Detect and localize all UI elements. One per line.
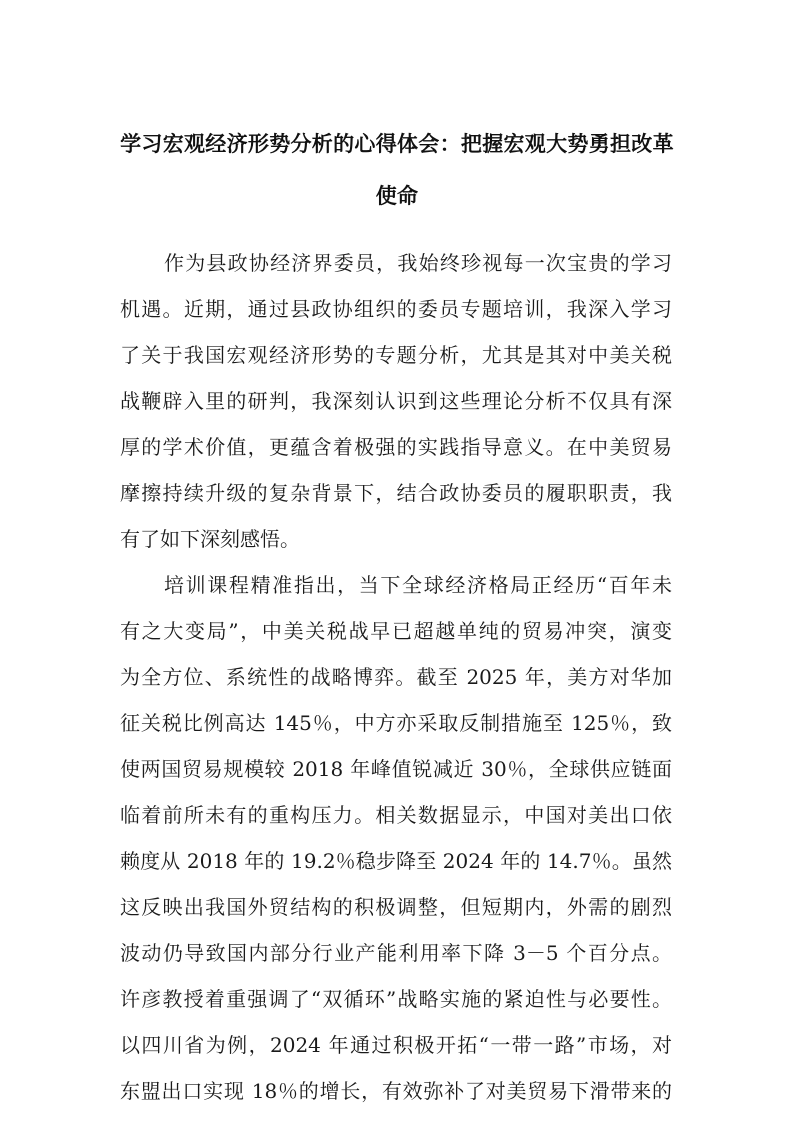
- paragraph-1-line-1: 作为县政协经济界委员，我始终珍视每一次宝贵的学习: [164, 251, 672, 275]
- paragraph-2-line-6: 临着前所未有的重构压力。相关数据显示，中国对美出口依: [120, 803, 672, 827]
- document-title: 学习宏观经济形势分析的心得体会：把握宏观大势勇担改革: [120, 132, 674, 156]
- paragraph-2-line-4: 征关税比例高达 145％，中方亦采取反制措施至 125％，致: [120, 711, 672, 735]
- paragraph-1-line-5: 厚的学术价值，更蕴含着极强的实践指导意义。在中美贸易: [120, 435, 672, 459]
- paragraph-2-line-7: 赖度从 2018 年的 19.2％稳步降至 2024 年的 14.7％。虽然: [120, 849, 672, 873]
- paragraph-1-line-2: 机遇。近期，通过县政协组织的委员专题培训，我深入学习: [120, 297, 672, 321]
- paragraph-2-line-3: 为全方位、系统性的战略博弈。截至 2025 年，美方对华加: [120, 665, 672, 689]
- paragraph-2-line-2: 有之大变局”，中美关税战早已超越单纯的贸易冲突，演变: [120, 619, 672, 643]
- paragraph-1-line-4: 战鞭辟入里的研判，我深刻认识到这些理论分析不仅具有深: [120, 389, 672, 413]
- paragraph-1-line-3: 了关于我国宏观经济形势的专题分析，尤其是其对中美关税: [120, 343, 672, 367]
- paragraph-2-line-10: 许彦教授着重强调了“双循环”战略实施的紧迫性与必要性。: [120, 987, 672, 1011]
- paragraph-2-line-5: 使两国贸易规模较 2018 年峰值锐减近 30％，全球供应链面: [120, 757, 672, 781]
- paragraph-2-line-9: 波动仍导致国内部分行业产能利用率下降 3－5 个百分点。: [120, 941, 672, 965]
- paragraph-1-line-7: 有了如下深刻感悟。: [120, 527, 300, 551]
- paragraph-2-line-1: 培训课程精准指出，当下全球经济格局正经历“百年未: [164, 573, 672, 597]
- document-title-continued: 使命: [375, 184, 419, 208]
- paragraph-2-line-11: 以四川省为例，2024 年通过积极开拓“一带一路”市场，对: [120, 1033, 672, 1057]
- paragraph-2-line-8: 这反映出我国外贸结构的积极调整，但短期内，外需的剧烈: [120, 895, 672, 919]
- paragraph-1-line-6: 摩擦持续升级的复杂背景下，结合政协委员的履职职责，我: [120, 481, 672, 505]
- paragraph-2-line-12: 东盟出口实现 18％的增长，有效弥补了对美贸易下滑带来的: [120, 1079, 672, 1103]
